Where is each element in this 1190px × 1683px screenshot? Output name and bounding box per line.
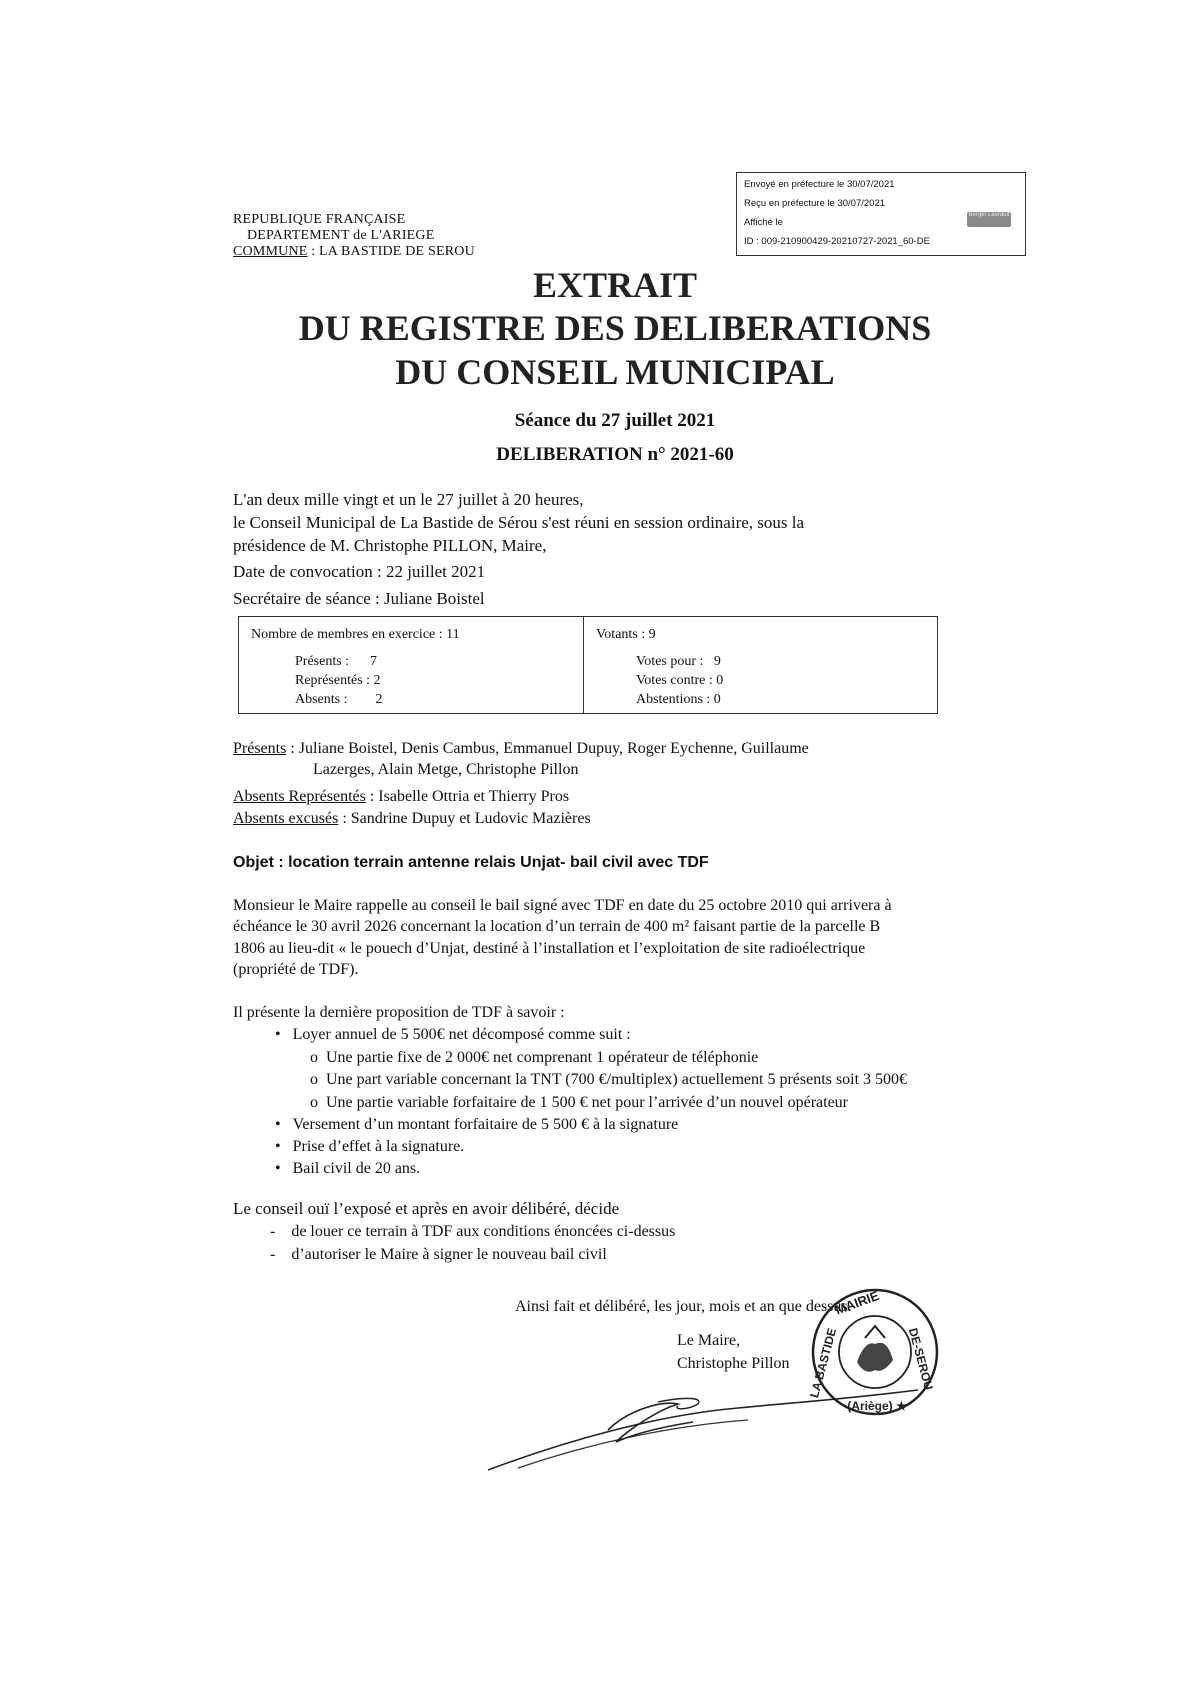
stamp-posted: Affiché le: [744, 217, 783, 228]
body-p1-l3: 1806 au lieu-dit « le pouech d’Unjat, destiné à l’installation et l’exploitation de site radioélectrique: [233, 940, 866, 957]
deliberation-number: DELIBERATION n° 2021-60: [496, 444, 734, 465]
decision-1-text: de louer ce terrain à TDF aux conditions énoncées ci-dessus: [291, 1223, 676, 1240]
secretary: Secrétaire de séance : Juliane Boistel: [233, 589, 485, 608]
objet: Objet : location terrain antenne relais Unjat- bail civil avec TDF: [233, 854, 709, 871]
issuer-header: [233, 212, 475, 260]
votes-cell: [584, 617, 938, 714]
decision-2: - d’autoriser le Maire à signer le nouveau bail civil: [270, 1246, 607, 1263]
bullet-versement-text: Versement d’un montant forfaitaire de 5 500 € à la signature: [292, 1116, 679, 1133]
body-p1-l4: (propriété de TDF).: [233, 961, 359, 978]
svg-text:DE-SEROU: DE-SEROU: [905, 1326, 936, 1392]
svg-text:(Ariège) ★: (Ariège) ★: [847, 1399, 907, 1413]
decision-1: - de louer ce terrain à TDF aux conditions énoncées ci-dessus: [270, 1223, 676, 1240]
excuses-label: Absents excusés: [233, 810, 339, 827]
presents-count: Présents : 7: [295, 654, 378, 669]
bullet-loyer-text: Loyer annuel de 5 500€ net décomposé comme suit :: [292, 1026, 631, 1043]
title-conseil: DU CONSEIL MUNICIPAL: [395, 352, 835, 392]
department-label: DEPARTEMENT de L'ARIEGE: [247, 228, 435, 243]
sub-bullet-1: o Une partie fixe de 2 000€ net comprenant 1 opérateur de téléphonie: [310, 1049, 759, 1066]
commune-label: COMMUNE: [233, 244, 308, 259]
representes-line: [233, 786, 569, 807]
excuses-line: [233, 808, 591, 829]
votants-count: Votants : 9: [596, 627, 656, 642]
mayor-role: Le Maire,: [677, 1332, 741, 1349]
seance-date: Séance du 27 juillet 2021: [514, 410, 716, 431]
representes-label: Absents Représentés: [233, 788, 366, 805]
presents-names: : Juliane Boistel, Denis Cambus, Emmanuel Dupuy, Roger Eychenne, Guillaume: [286, 740, 809, 757]
stamp-sent: Envoyé en préfecture le 30/07/2021: [744, 179, 895, 190]
sub-bullet-1-text: Une partie fixe de 2 000€ net comprenant 1 opérateur de téléphonie: [326, 1049, 759, 1066]
intro-line-1: L'an deux mille vingt et un le 27 juillet à 20 heures,: [233, 490, 584, 509]
body-p1-l1: Monsieur le Maire rappelle au conseil le bail signé avec TDF en date du 25 octobre 2010 qui arrivera à: [233, 897, 892, 914]
bullet-loyer: • Loyer annuel de 5 500€ net décomposé comme suit :: [275, 1026, 631, 1043]
members-cell: [239, 617, 584, 714]
intro-line-2: le Conseil Municipal de La Bastide de Sérou s'est réuni en session ordinaire, sous la: [233, 513, 805, 532]
members-count: Nombre de membres en exercice : 11: [251, 627, 460, 642]
presents-label: Présents: [233, 740, 287, 757]
mayor-name: Christophe Pillon: [677, 1355, 790, 1372]
bullet-effet-text: Prise d’effet à la signature.: [292, 1138, 465, 1155]
title-extrait: EXTRAIT: [532, 265, 698, 305]
abstentions: Abstentions : 0: [636, 692, 721, 707]
svg-text:MAIRIE: MAIRIE: [833, 1287, 881, 1318]
votes-contre: Votes contre : 0: [636, 673, 724, 688]
bullet-versement: • Versement d’un montant forfaitaire de 5 500 € à la signature: [275, 1116, 679, 1133]
stamp-id: ID : 009-210900429-20210727-2021_60-DE: [744, 236, 930, 247]
absents-count: Absents : 2: [295, 692, 383, 707]
sub-bullet-3: o Une partie variable forfaitaire de 1 500 € net pour l’arrivée d’un nouvel opérateur: [310, 1094, 848, 1111]
svg-text:LA BASTIDE: LA BASTIDE: [807, 1326, 840, 1400]
decision-intro: Le conseil ouï l’exposé et après en avoir délibéré, décide: [233, 1199, 620, 1218]
decision-2-text: d’autoriser le Maire à signer le nouveau bail civil: [291, 1246, 607, 1263]
bullet-bail-text: Bail civil de 20 ans.: [292, 1160, 421, 1177]
sub-bullet-2: o Une part variable concernant la TNT (700 €/multiplex) actuellement 5 présents soit 3 500€: [310, 1071, 908, 1088]
representes-count: Représentés : 2: [295, 673, 381, 688]
mayor-signature: [488, 1370, 948, 1480]
prefecture-stamp: [736, 172, 1026, 256]
republic-label: REPUBLIQUE FRANÇAISE: [233, 212, 406, 227]
berger-levrault-logo: Berger Levrault: [967, 212, 1011, 227]
excuses-names: : Sandrine Dupuy et Ludovic Mazières: [338, 810, 591, 827]
representes-names: : Isabelle Ottria et Thierry Pros: [365, 788, 570, 805]
convocation-date: Date de convocation : 22 juillet 2021: [233, 562, 486, 581]
commune-line: [233, 244, 475, 260]
presents-names-cont: Lazerges, Alain Metge, Christophe Pillon: [313, 761, 579, 778]
bullet-bail: • Bail civil de 20 ans.: [275, 1160, 421, 1177]
body-p2: Il présente la dernière proposition de TDF à savoir :: [233, 1004, 565, 1021]
commune-value: : LA BASTIDE DE SEROU: [307, 244, 475, 259]
intro-line-3: présidence de M. Christophe PILLON, Maire,: [233, 536, 547, 555]
closing-statement: Ainsi fait et délibéré, les jour, mois et an que dessus.: [515, 1298, 852, 1315]
votes-table: [238, 616, 938, 714]
bullet-effet: • Prise d’effet à la signature.: [275, 1138, 465, 1155]
title-registre: DU REGISTRE DES DELIBERATIONS: [298, 308, 932, 348]
body-p1-l2: échéance le 30 avril 2026 concernant la location d’un terrain de 400 m² faisant partie de la parcelle B: [233, 918, 881, 935]
sub-bullet-3-text: Une partie variable forfaitaire de 1 500 € net pour l’arrivée d’un nouvel opérateur: [326, 1094, 848, 1111]
votes-pour: Votes pour : 9: [636, 654, 721, 669]
presents-line: [233, 738, 809, 759]
sub-bullet-2-text: Une part variable concernant la TNT (700 €/multiplex) actuellement 5 présents soit 3 500€: [326, 1071, 908, 1088]
stamp-received: Reçu en préfecture le 30/07/2021: [744, 198, 886, 209]
